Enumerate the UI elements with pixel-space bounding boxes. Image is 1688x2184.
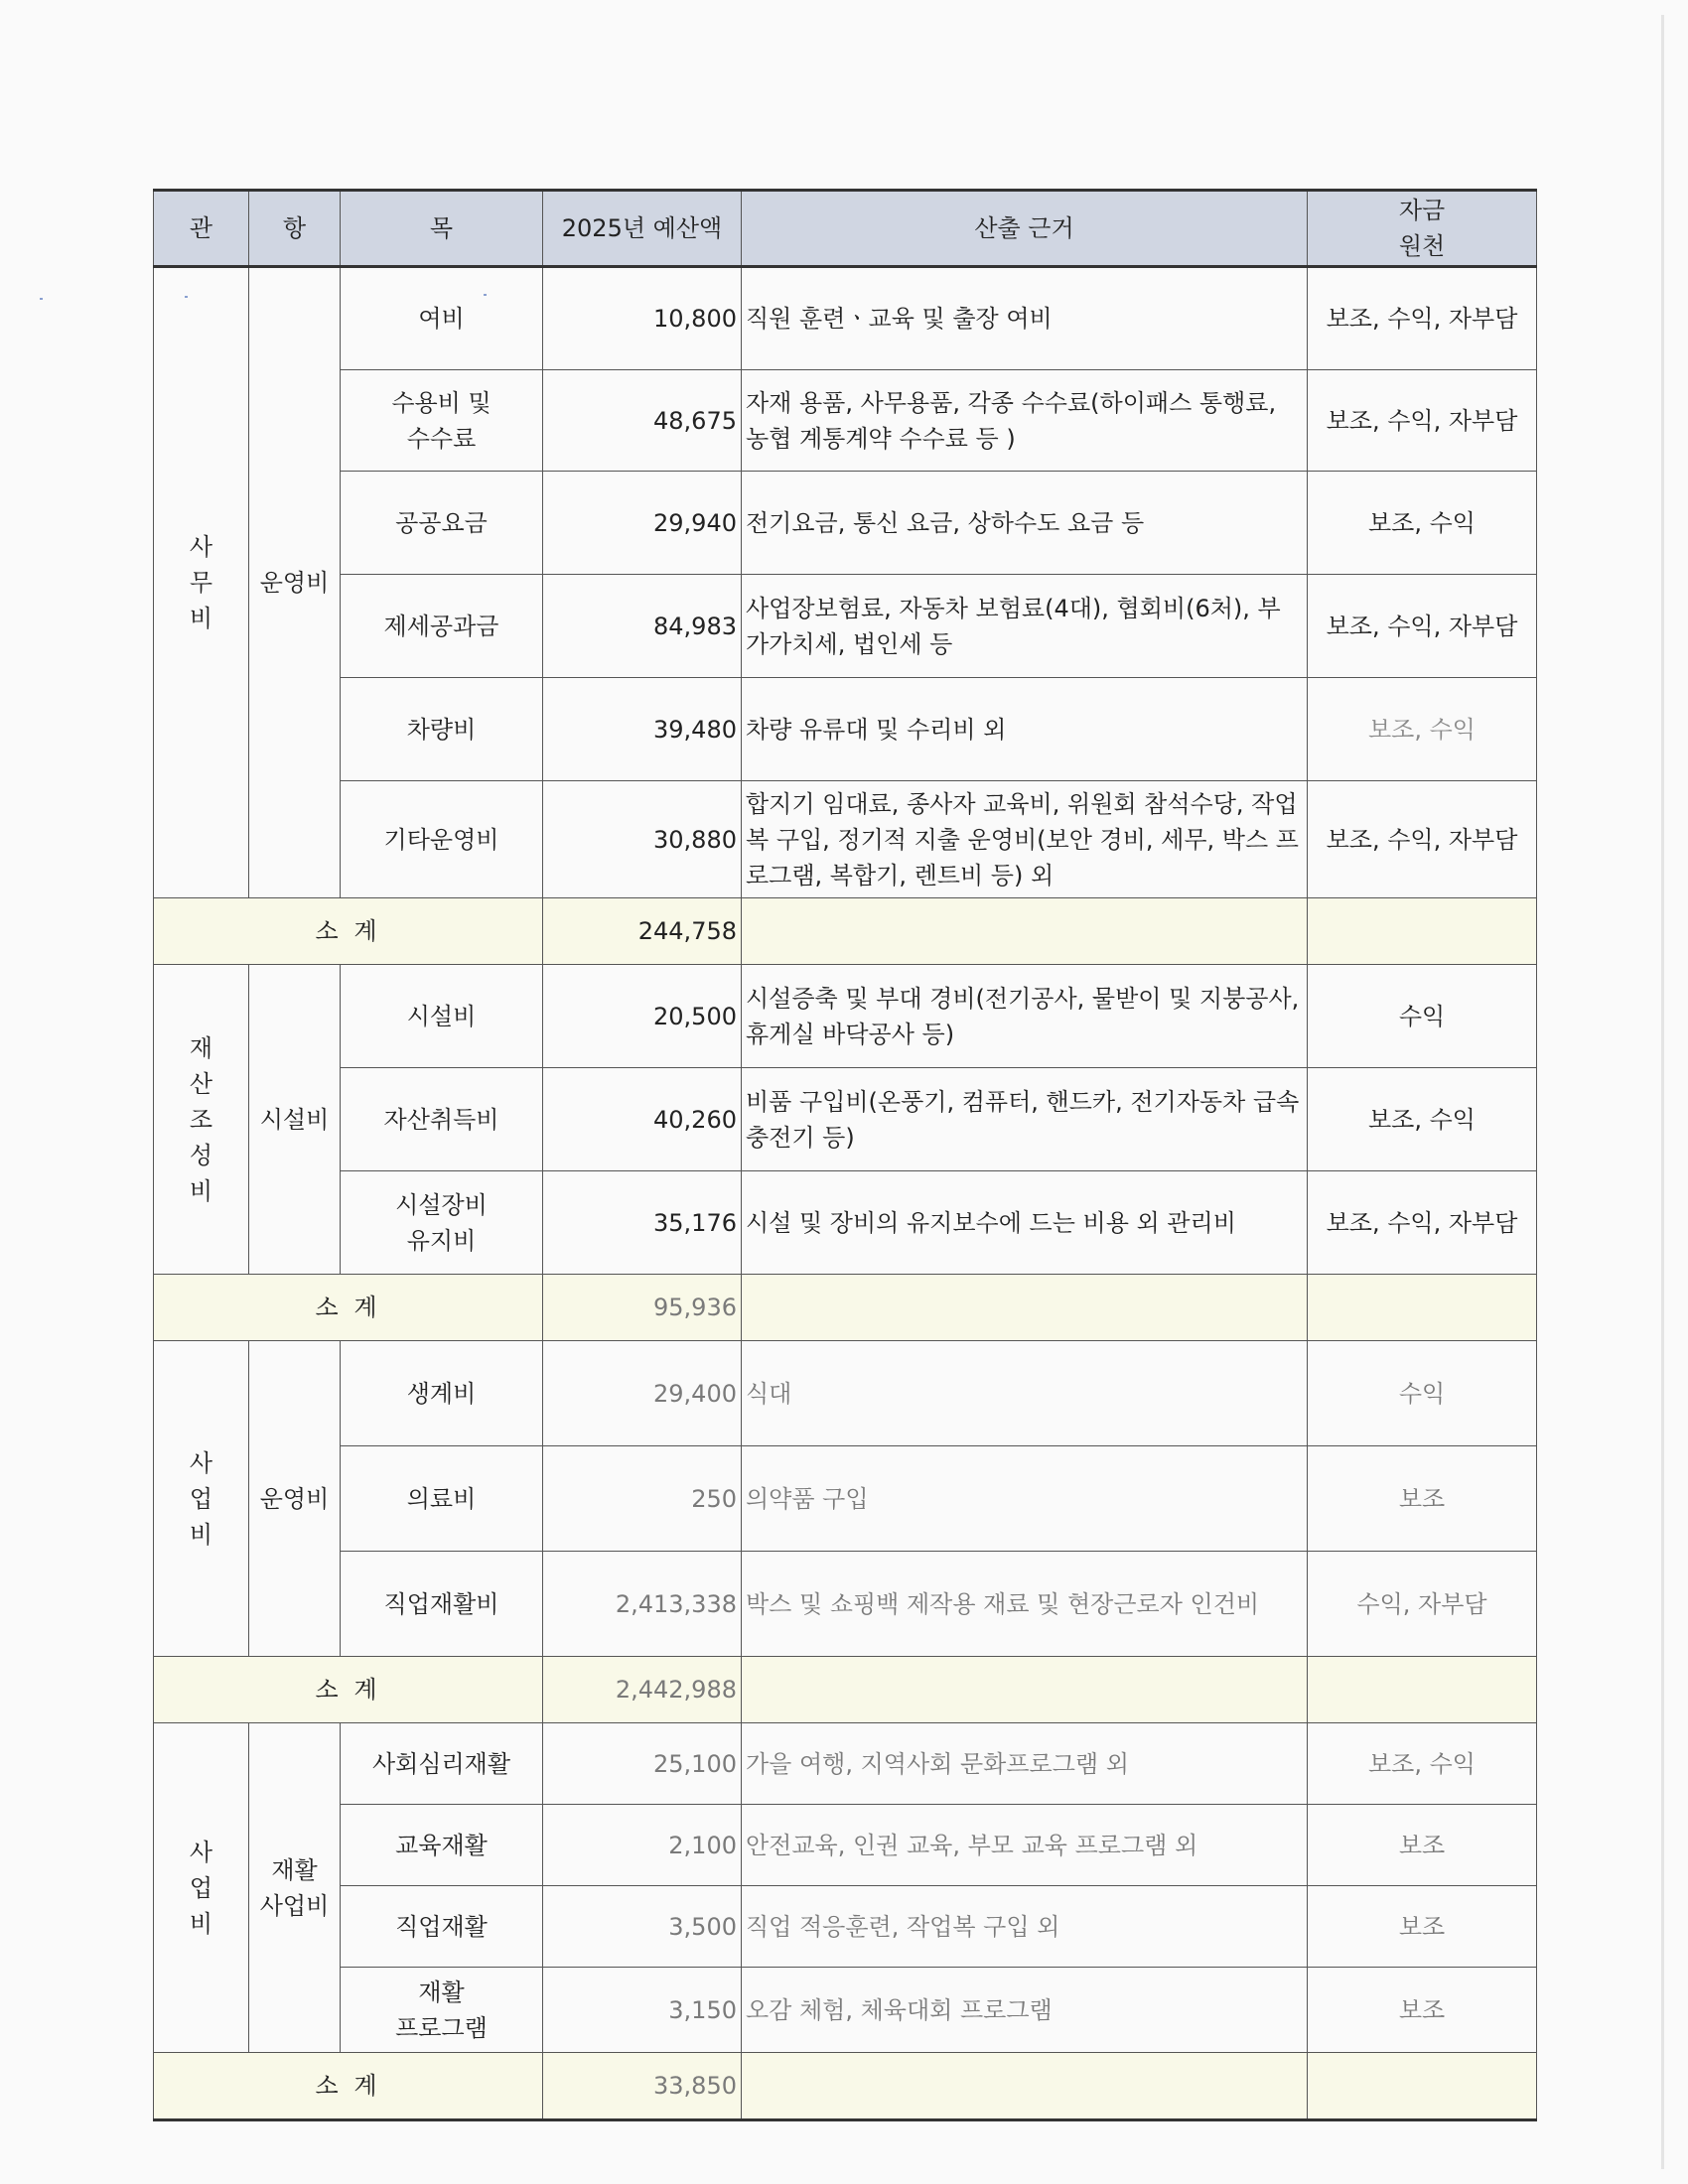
subtotal-label: 소 계 bbox=[154, 1657, 543, 1723]
hang-line: 재활 bbox=[271, 1855, 318, 1884]
mok-cell: 제세공과금 bbox=[341, 575, 543, 678]
basis-cell: 비품 구입비(온풍기, 컴퓨터, 핸드카, 전기자동차 급속 충전기 등) bbox=[742, 1068, 1308, 1171]
mok-line: 프로그램 bbox=[395, 2013, 488, 2042]
amount-cell: 29,940 bbox=[543, 472, 742, 575]
mok-cell: 공공요금 bbox=[341, 472, 543, 575]
amount-cell: 35,176 bbox=[543, 1171, 742, 1275]
amount-cell: 3,500 bbox=[543, 1886, 742, 1968]
gwan-char: 비 bbox=[189, 1520, 213, 1549]
gwan-char: 비 bbox=[189, 605, 213, 632]
subtotal-label: 소 계 bbox=[154, 2053, 543, 2120]
source-cell: 수익, 자부담 bbox=[1308, 1552, 1537, 1657]
amount-cell: 25,100 bbox=[543, 1723, 742, 1805]
gwan-char: 업 bbox=[189, 1873, 213, 1902]
source-cell: 보조 bbox=[1308, 1446, 1537, 1552]
gwan-cell bbox=[154, 965, 249, 1275]
basis-cell: 사업장보험료, 자동차 보험료(4대), 협회비(6처), 부가가치세, 법인세 등 bbox=[742, 575, 1308, 678]
source-cell: 보조, 수익, 자부담 bbox=[1308, 370, 1537, 472]
table-row bbox=[154, 1068, 1537, 1171]
amount-cell: 39,480 bbox=[543, 678, 742, 781]
amount-cell: 29,400 bbox=[543, 1341, 742, 1446]
source-cell: 보조 bbox=[1308, 1886, 1537, 1968]
header-basis: 산출 근거 bbox=[742, 191, 1308, 267]
mok-cell: 시설비 bbox=[341, 965, 543, 1068]
gwan-char: 성 bbox=[189, 1141, 213, 1169]
mok-cell bbox=[341, 1171, 543, 1275]
table-row bbox=[154, 1968, 1537, 2053]
source-cell: 수익 bbox=[1308, 1341, 1537, 1446]
gwan-char: 비 bbox=[189, 1909, 213, 1938]
amount-cell: 2,100 bbox=[543, 1805, 742, 1886]
subtotal-amount: 33,850 bbox=[543, 2053, 742, 2120]
source-cell: 보조, 수익 bbox=[1308, 472, 1537, 575]
mok-cell bbox=[341, 370, 543, 472]
gwan-cell bbox=[154, 1723, 249, 2053]
hang-line: 사업비 bbox=[259, 1891, 330, 1920]
gwan-cell bbox=[154, 1341, 249, 1657]
subtotal-amount: 2,442,988 bbox=[543, 1657, 742, 1723]
header-budget: 2025년 예산액 bbox=[543, 191, 742, 267]
hang-cell: 운영비 bbox=[249, 267, 341, 898]
hang-cell bbox=[249, 1723, 341, 2053]
table-row bbox=[154, 965, 1537, 1068]
basis-cell: 박스 및 쇼핑백 제작용 재료 및 현장근로자 인건비 bbox=[742, 1552, 1308, 1657]
amount-cell: 10,800 bbox=[543, 267, 742, 370]
table-row bbox=[154, 678, 1537, 781]
gwan-char: 산 bbox=[189, 1069, 213, 1098]
table-row bbox=[154, 1171, 1537, 1275]
mok-cell: 교육재활 bbox=[341, 1805, 543, 1886]
hang-cell: 시설비 bbox=[249, 965, 341, 1275]
subtotal-label: 소 계 bbox=[154, 1275, 543, 1341]
subtotal-amount: 95,936 bbox=[543, 1275, 742, 1341]
amount-cell: 30,880 bbox=[543, 781, 742, 898]
gwan-char: 비 bbox=[189, 1176, 213, 1205]
source-cell: 보조, 수익, 자부담 bbox=[1308, 1171, 1537, 1275]
table-row bbox=[154, 1886, 1537, 1968]
gwan-char: 업 bbox=[189, 1484, 213, 1513]
mok-cell: 여비 bbox=[341, 267, 543, 370]
basis-cell: 오감 체험, 체육대회 프로그램 bbox=[742, 1968, 1308, 2053]
header-source-line2: 원천 bbox=[1398, 232, 1446, 260]
subtotal-source-empty bbox=[1308, 898, 1537, 965]
header-mok: 목 bbox=[341, 191, 543, 267]
subtotal-row bbox=[154, 1275, 1537, 1341]
source-cell: 보조, 수익, 자부담 bbox=[1308, 575, 1537, 678]
scan-dot bbox=[40, 298, 43, 300]
amount-cell: 250 bbox=[543, 1446, 742, 1552]
header-row bbox=[154, 191, 1537, 267]
mok-line: 재활 bbox=[418, 1978, 465, 2006]
amount-cell: 3,150 bbox=[543, 1968, 742, 2053]
mok-cell: 사회심리재활 bbox=[341, 1723, 543, 1805]
source-cell: 보조, 수익 bbox=[1308, 1068, 1537, 1171]
mok-cell: 자산취득비 bbox=[341, 1068, 543, 1171]
gwan-char: 재 bbox=[189, 1033, 213, 1062]
hang-cell: 운영비 bbox=[249, 1341, 341, 1657]
header-gwan: 관 bbox=[154, 191, 249, 267]
mok-cell: 직업재활 bbox=[341, 1886, 543, 1968]
mok-line: 유지비 bbox=[406, 1226, 477, 1255]
mok-cell: 의료비 bbox=[341, 1446, 543, 1552]
subtotal-basis-empty bbox=[742, 898, 1308, 965]
table-row bbox=[154, 1341, 1537, 1446]
mok-line: 시설장비 bbox=[395, 1190, 488, 1219]
mok-cell: 기타운영비 bbox=[341, 781, 543, 898]
subtotal-amount: 244,758 bbox=[543, 898, 742, 965]
mok-cell: 차량비 bbox=[341, 678, 543, 781]
table-row bbox=[154, 1723, 1537, 1805]
gwan-cell bbox=[154, 267, 249, 898]
gwan-char: 사 bbox=[189, 1838, 213, 1866]
subtotal-source-empty bbox=[1308, 2053, 1537, 2120]
subtotal-label: 소 계 bbox=[154, 898, 543, 965]
header-hang: 항 bbox=[249, 191, 341, 267]
table-row bbox=[154, 575, 1537, 678]
mok-cell: 직업재활비 bbox=[341, 1552, 543, 1657]
header-source bbox=[1308, 191, 1537, 267]
subtotal-basis-empty bbox=[742, 1657, 1308, 1723]
source-cell: 보조 bbox=[1308, 1805, 1537, 1886]
subtotal-row bbox=[154, 1657, 1537, 1723]
subtotal-row bbox=[154, 2053, 1537, 2120]
subtotal-source-empty bbox=[1308, 1275, 1537, 1341]
basis-cell: 직업 적응훈련, 작업복 구입 외 bbox=[742, 1886, 1308, 1968]
basis-cell: 안전교육, 인권 교육, 부모 교육 프로그램 외 bbox=[742, 1805, 1308, 1886]
basis-cell: 자재 용품, 사무용품, 각종 수수료(하이패스 통행료, 농협 계통계약 수수료 등 ) bbox=[742, 370, 1308, 472]
basis-cell: 식대 bbox=[742, 1341, 1308, 1446]
source-cell: 보조, 수익, 자부담 bbox=[1308, 267, 1537, 370]
basis-cell: 시설증축 및 부대 경비(전기공사, 물받이 및 지붕공사, 휴게실 바닥공사 등) bbox=[742, 965, 1308, 1068]
amount-cell: 2,413,338 bbox=[543, 1552, 742, 1657]
gwan-char: 사 bbox=[189, 533, 213, 561]
subtotal-source-empty bbox=[1308, 1657, 1537, 1723]
basis-cell: 전기요금, 통신 요금, 상하수도 요금 등 bbox=[742, 472, 1308, 575]
mok-line: 수용비 및 bbox=[391, 388, 492, 417]
subtotal-basis-empty bbox=[742, 2053, 1308, 2120]
basis-cell: 차량 유류대 및 수리비 외 bbox=[742, 678, 1308, 781]
budget-table bbox=[153, 189, 1537, 2121]
amount-cell: 84,983 bbox=[543, 575, 742, 678]
gwan-char: 무 bbox=[189, 569, 213, 597]
basis-cell: 가을 여행, 지역사회 문화프로그램 외 bbox=[742, 1723, 1308, 1805]
table-row bbox=[154, 472, 1537, 575]
basis-cell: 의약품 구입 bbox=[742, 1446, 1308, 1552]
gwan-char: 사 bbox=[189, 1448, 213, 1477]
source-cell: 보조, 수익, 자부담 bbox=[1308, 781, 1537, 898]
table-row bbox=[154, 1805, 1537, 1886]
gwan-char: 조 bbox=[189, 1105, 213, 1134]
header-source-line1: 자금 bbox=[1398, 197, 1446, 224]
page-edge bbox=[1661, 15, 1664, 2169]
mok-cell: 생계비 bbox=[341, 1341, 543, 1446]
amount-cell: 48,675 bbox=[543, 370, 742, 472]
amount-cell: 20,500 bbox=[543, 965, 742, 1068]
source-cell: 보조 bbox=[1308, 1968, 1537, 2053]
basis-cell: 합지기 임대료, 종사자 교육비, 위원회 참석수당, 작업복 구입, 정기적 지출 운영비(보안 경비, 세무, 박스 프로그램, 복합기, 렌트비 등) 외 bbox=[742, 781, 1308, 898]
basis-cell: 직원 훈련ㆍ교육 및 출장 여비 bbox=[742, 267, 1308, 370]
source-cell: 보조, 수익 bbox=[1308, 1723, 1537, 1805]
table-row bbox=[154, 1552, 1537, 1657]
subtotal-row bbox=[154, 898, 1537, 965]
table-row bbox=[154, 267, 1537, 370]
mok-line: 수수료 bbox=[406, 424, 477, 453]
table-row bbox=[154, 781, 1537, 898]
subtotal-basis-empty bbox=[742, 1275, 1308, 1341]
source-cell: 수익 bbox=[1308, 965, 1537, 1068]
mok-cell bbox=[341, 1968, 543, 2053]
amount-cell: 40,260 bbox=[543, 1068, 742, 1171]
source-cell: 보조, 수익 bbox=[1308, 678, 1537, 781]
table-row bbox=[154, 370, 1537, 472]
basis-cell: 시설 및 장비의 유지보수에 드는 비용 외 관리비 bbox=[742, 1171, 1308, 1275]
table-row bbox=[154, 1446, 1537, 1552]
